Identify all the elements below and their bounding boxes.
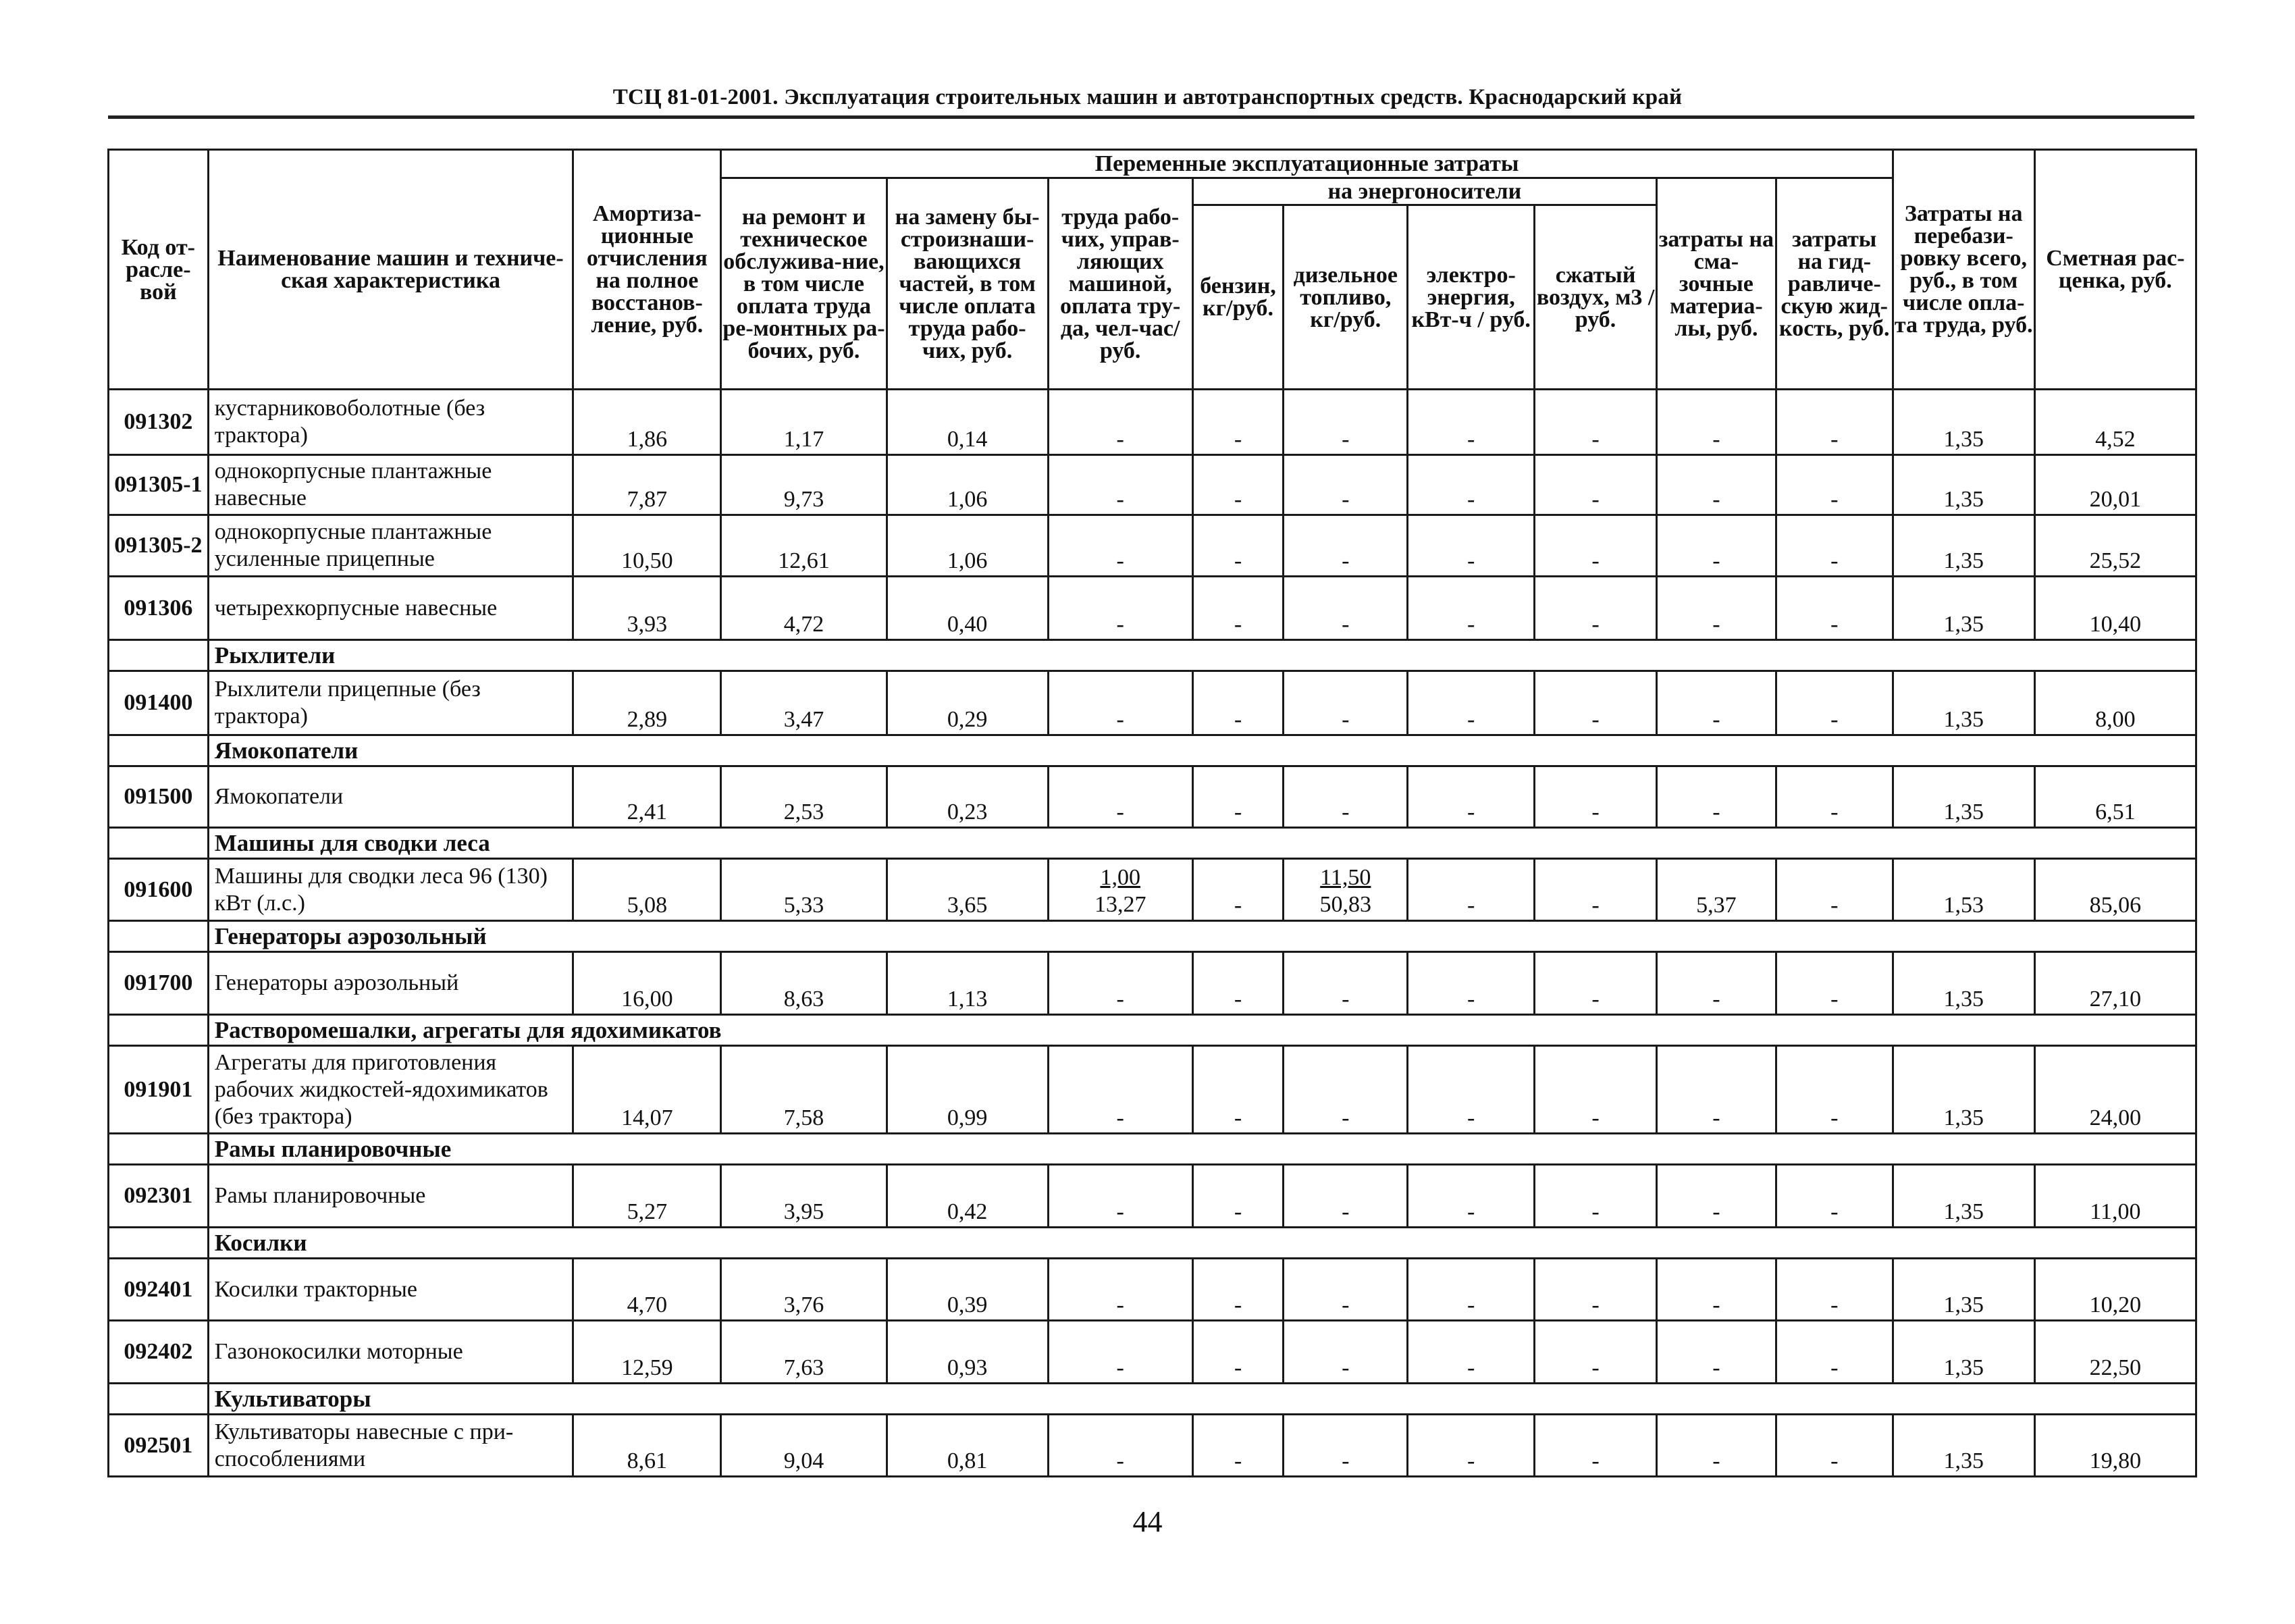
cell-parts: 0,29 xyxy=(887,671,1048,735)
cell-relocation: 1,35 xyxy=(1893,952,2034,1015)
cell-diesel: - xyxy=(1284,577,1408,640)
cell-lubricants: - xyxy=(1656,1321,1776,1384)
table-row xyxy=(109,455,2196,515)
col-variable-group: Переменные эксплуатационные затраты xyxy=(721,150,1893,178)
cell-hydraulic: - xyxy=(1776,515,1893,577)
section-fill xyxy=(573,1134,2196,1165)
cell-diesel xyxy=(1284,859,1408,921)
cell-electric: - xyxy=(1408,515,1535,577)
cell-labor: - xyxy=(1048,577,1192,640)
cell-amort: 4,70 xyxy=(573,1259,721,1321)
cell-gasoline: - xyxy=(1192,455,1284,515)
cell-rate: 19,80 xyxy=(2034,1415,2196,1477)
section-title: Ямокопатели xyxy=(208,735,573,766)
cell-parts: 1,06 xyxy=(887,455,1048,515)
cell-parts: 0,40 xyxy=(887,577,1048,640)
cell-amort: 2,89 xyxy=(573,671,721,735)
cell-lubricants: - xyxy=(1656,577,1776,640)
cell-parts: 0,14 xyxy=(887,390,1048,455)
cell-relocation: 1,35 xyxy=(1893,577,2034,640)
cell-gasoline: - xyxy=(1192,1165,1284,1228)
cell-repair: 3,76 xyxy=(721,1259,887,1321)
cell-labor-cost: 13,27 xyxy=(1094,892,1146,917)
table-row xyxy=(109,577,2196,640)
cell-electric: - xyxy=(1408,455,1535,515)
cell-parts: 0,39 xyxy=(887,1259,1048,1321)
cell-parts: 0,81 xyxy=(887,1415,1048,1477)
cell-labor: - xyxy=(1048,515,1192,577)
row-code: 091305-1 xyxy=(109,455,209,515)
cell-hydraulic: - xyxy=(1776,1415,1893,1477)
cell-electric: - xyxy=(1408,671,1535,735)
col-parts: на замену бы-строизнаши-вающихся частей, в том числе оплата труда рабо-чих, руб. xyxy=(887,178,1048,390)
cell-repair: 5,33 xyxy=(721,859,887,921)
cell-relocation: 1,35 xyxy=(1893,390,2034,455)
section-code-cell xyxy=(109,735,209,766)
cell-lubricants: - xyxy=(1656,952,1776,1015)
cell-relocation: 1,35 xyxy=(1893,1046,2034,1134)
cell-gasoline: - xyxy=(1192,766,1284,828)
cell-diesel: - xyxy=(1284,952,1408,1015)
section-row xyxy=(109,828,2196,859)
cell-air: - xyxy=(1535,455,1657,515)
cell-electric: - xyxy=(1408,577,1535,640)
page-number: 44 xyxy=(1132,1505,1163,1538)
section-row xyxy=(109,1384,2196,1415)
section-title: Культиваторы xyxy=(208,1384,573,1415)
section-row xyxy=(109,1015,2196,1046)
cell-repair: 2,53 xyxy=(721,766,887,828)
cell-amort: 1,86 xyxy=(573,390,721,455)
cell-labor: - xyxy=(1048,1259,1192,1321)
cell-diesel: - xyxy=(1284,455,1408,515)
cell-repair: 9,73 xyxy=(721,455,887,515)
cell-relocation: 1,35 xyxy=(1893,455,2034,515)
cell-labor: - xyxy=(1048,952,1192,1015)
cell-lubricants: - xyxy=(1656,1165,1776,1228)
section-fill xyxy=(573,640,2196,671)
row-code: 091901 xyxy=(109,1046,209,1134)
cell-diesel: - xyxy=(1284,1165,1408,1228)
row-code: 091500 xyxy=(109,766,209,828)
cell-relocation: 1,35 xyxy=(1893,1165,2034,1228)
cell-relocation: 1,35 xyxy=(1893,766,2034,828)
cell-air: - xyxy=(1535,671,1657,735)
section-code-cell xyxy=(109,640,209,671)
cell-labor xyxy=(1048,859,1192,921)
cell-hydraulic: - xyxy=(1776,671,1893,735)
cell-repair: 1,17 xyxy=(721,390,887,455)
cell-hydraulic: - xyxy=(1776,390,1893,455)
table-row xyxy=(109,766,2196,828)
cell-hydraulic: - xyxy=(1776,859,1893,921)
cell-relocation: 1,35 xyxy=(1893,1321,2034,1384)
table-row xyxy=(109,1046,2196,1134)
section-title: Генераторы аэрозольный xyxy=(208,921,573,952)
row-code: 091305-2 xyxy=(109,515,209,577)
row-code: 092301 xyxy=(109,1165,209,1228)
row-name: Рамы планировочные xyxy=(208,1165,573,1228)
cell-parts: 0,99 xyxy=(887,1046,1048,1134)
cell-rate: 10,40 xyxy=(2034,577,2196,640)
cell-amort: 10,50 xyxy=(573,515,721,577)
col-air: сжатый воздух, м3 / руб. xyxy=(1535,205,1657,390)
cell-rate: 27,10 xyxy=(2034,952,2196,1015)
table-row xyxy=(109,515,2196,577)
cell-gasoline: - xyxy=(1192,1046,1284,1134)
table-row xyxy=(109,952,2196,1015)
cell-repair: 3,47 xyxy=(721,671,887,735)
cell-air: - xyxy=(1535,1046,1657,1134)
cell-relocation: 1,35 xyxy=(1893,515,2034,577)
col-electric: электро-энергия, кВт-ч / руб. xyxy=(1408,205,1535,390)
section-title: Косилки xyxy=(208,1228,573,1259)
cell-lubricants: - xyxy=(1656,1415,1776,1477)
section-title: Рыхлители xyxy=(208,640,573,671)
cell-lubricants: - xyxy=(1656,671,1776,735)
cell-labor: - xyxy=(1048,1165,1192,1228)
cell-rate: 8,00 xyxy=(2034,671,2196,735)
col-repair: на ремонт и техническое обслужива-ние, в том числе оплата труда ре-монтных ра-бочих, руб. xyxy=(721,178,887,390)
cell-rate: 24,00 xyxy=(2034,1046,2196,1134)
col-relocation: Затраты на перебази-ровку всего, руб., в том числе опла-та труда, руб. xyxy=(1893,150,2034,390)
cell-hydraulic: - xyxy=(1776,1046,1893,1134)
cell-relocation: 1,53 xyxy=(1893,859,2034,921)
row-code: 091600 xyxy=(109,859,209,921)
section-fill xyxy=(573,735,2196,766)
cell-rate: 10,20 xyxy=(2034,1259,2196,1321)
row-name: однокорпусные плантажные усиленные прицепные xyxy=(208,515,573,577)
cell-rate: 6,51 xyxy=(2034,766,2196,828)
cell-parts: 0,93 xyxy=(887,1321,1048,1384)
section-fill xyxy=(573,1015,2196,1046)
cell-parts: 0,23 xyxy=(887,766,1048,828)
row-code: 091700 xyxy=(109,952,209,1015)
section-code-cell xyxy=(109,1015,209,1046)
cell-labor: - xyxy=(1048,455,1192,515)
cell-gasoline: - xyxy=(1192,390,1284,455)
cell-gasoline: - xyxy=(1192,515,1284,577)
section-row xyxy=(109,1134,2196,1165)
cell-labor: - xyxy=(1048,1415,1192,1477)
col-name: Наименование машин и техниче-ская характеристика xyxy=(208,150,573,390)
section-code-cell xyxy=(109,1228,209,1259)
cell-air: - xyxy=(1535,390,1657,455)
col-amort: Амортиза-ционные отчисления на полное восстанов-ление, руб. xyxy=(573,150,721,390)
row-name: четырехкорпусные навесные xyxy=(208,577,573,640)
cell-repair: 12,61 xyxy=(721,515,887,577)
cell-labor: - xyxy=(1048,671,1192,735)
rates-table xyxy=(107,149,2197,1477)
cell-repair: 8,63 xyxy=(721,952,887,1015)
cell-diesel-qty: 11,50 xyxy=(1320,865,1371,890)
table-row xyxy=(109,671,2196,735)
section-code-cell xyxy=(109,1384,209,1415)
cell-rate: 25,52 xyxy=(2034,515,2196,577)
row-name: Культиваторы навесные с при-способлениями xyxy=(208,1415,573,1477)
col-rate: Сметная рас-ценка, руб. xyxy=(2034,150,2196,390)
row-code: 091400 xyxy=(109,671,209,735)
cell-air: - xyxy=(1535,952,1657,1015)
cell-amort: 3,93 xyxy=(573,577,721,640)
cell-hydraulic: - xyxy=(1776,952,1893,1015)
cell-air: - xyxy=(1535,1259,1657,1321)
title-rule xyxy=(108,115,2194,119)
cell-diesel: - xyxy=(1284,671,1408,735)
cell-amort: 2,41 xyxy=(573,766,721,828)
table-body xyxy=(109,390,2196,1477)
cell-electric: - xyxy=(1408,1046,1535,1134)
cell-rate: 22,50 xyxy=(2034,1321,2196,1384)
row-code: 091306 xyxy=(109,577,209,640)
cell-electric: - xyxy=(1408,766,1535,828)
cell-labor-qty: 1,00 xyxy=(1100,865,1140,890)
cell-rate: 11,00 xyxy=(2034,1165,2196,1228)
col-labor: труда рабо-чих, управ-ляющих машиной, оплата тру-да, чел-час/руб. xyxy=(1048,178,1192,390)
cell-diesel: - xyxy=(1284,766,1408,828)
cell-amort: 8,61 xyxy=(573,1415,721,1477)
cell-air: - xyxy=(1535,859,1657,921)
cell-gasoline: - xyxy=(1192,952,1284,1015)
row-code: 092402 xyxy=(109,1321,209,1384)
cell-diesel: - xyxy=(1284,390,1408,455)
cell-air: - xyxy=(1535,515,1657,577)
row-name: однокорпусные плантажные навесные xyxy=(208,455,573,515)
cell-amort: 5,08 xyxy=(573,859,721,921)
cell-parts: 3,65 xyxy=(887,859,1048,921)
row-code: 091302 xyxy=(109,390,209,455)
cell-lubricants: - xyxy=(1656,390,1776,455)
cell-labor: - xyxy=(1048,390,1192,455)
cell-amort: 14,07 xyxy=(573,1046,721,1134)
cell-air: - xyxy=(1535,1321,1657,1384)
cell-hydraulic: - xyxy=(1776,1165,1893,1228)
cell-repair: 9,04 xyxy=(721,1415,887,1477)
cell-electric: - xyxy=(1408,1259,1535,1321)
cell-lubricants: - xyxy=(1656,1259,1776,1321)
cell-electric: - xyxy=(1408,1415,1535,1477)
cell-rate: 85,06 xyxy=(2034,859,2196,921)
table-row xyxy=(109,859,2196,921)
section-title: Рамы планировочные xyxy=(208,1134,573,1165)
cell-lubricants: - xyxy=(1656,1046,1776,1134)
row-name: Машины для сводки леса 96 (130) кВт (л.с.) xyxy=(208,859,573,921)
cell-amort: 16,00 xyxy=(573,952,721,1015)
cell-repair: 4,72 xyxy=(721,577,887,640)
cell-diesel: - xyxy=(1284,1259,1408,1321)
col-gasoline: бензин, кг/руб. xyxy=(1192,205,1284,390)
table-row xyxy=(109,1415,2196,1477)
section-row xyxy=(109,1228,2196,1259)
cell-repair: 3,95 xyxy=(721,1165,887,1228)
cell-lubricants: - xyxy=(1656,766,1776,828)
cell-rate: 4,52 xyxy=(2034,390,2196,455)
cell-labor: - xyxy=(1048,1046,1192,1134)
table-row xyxy=(109,1259,2196,1321)
cell-relocation: 1,35 xyxy=(1893,671,2034,735)
row-name: Рыхлители прицепные (без трактора) xyxy=(208,671,573,735)
cell-relocation: 1,35 xyxy=(1893,1415,2034,1477)
cell-diesel: - xyxy=(1284,1415,1408,1477)
cell-repair: 7,58 xyxy=(721,1046,887,1134)
cell-labor: - xyxy=(1048,1321,1192,1384)
col-code: Код от-расле-вой xyxy=(109,150,209,390)
cell-electric: - xyxy=(1408,390,1535,455)
section-fill xyxy=(573,828,2196,859)
cell-hydraulic: - xyxy=(1776,766,1893,828)
cell-repair: 7,63 xyxy=(721,1321,887,1384)
row-name: Агрегаты для приготовления рабочих жидкостей-ядохимикатов (без трактора) xyxy=(208,1046,573,1134)
row-code: 092401 xyxy=(109,1259,209,1321)
table-row xyxy=(109,1165,2196,1228)
cell-relocation: 1,35 xyxy=(1893,1259,2034,1321)
row-code: 092501 xyxy=(109,1415,209,1477)
table-row xyxy=(109,1321,2196,1384)
cell-diesel: - xyxy=(1284,1321,1408,1384)
row-name: Газонокосилки моторные xyxy=(208,1321,573,1384)
section-row xyxy=(109,735,2196,766)
section-code-cell xyxy=(109,1134,209,1165)
table-row xyxy=(109,390,2196,455)
section-row xyxy=(109,640,2196,671)
cell-electric: - xyxy=(1408,952,1535,1015)
cell-parts: 0,42 xyxy=(887,1165,1048,1228)
table-header xyxy=(109,150,2196,390)
section-fill xyxy=(573,1228,2196,1259)
cell-air: - xyxy=(1535,577,1657,640)
cell-amort: 7,87 xyxy=(573,455,721,515)
cell-electric: - xyxy=(1408,1165,1535,1228)
row-name: Ямокопатели xyxy=(208,766,573,828)
row-name: Косилки тракторные xyxy=(208,1259,573,1321)
cell-air: - xyxy=(1535,1165,1657,1228)
cell-gasoline: - xyxy=(1192,859,1284,921)
cell-hydraulic: - xyxy=(1776,455,1893,515)
cell-hydraulic: - xyxy=(1776,1259,1893,1321)
cell-gasoline: - xyxy=(1192,577,1284,640)
cell-lubricants: 5,37 xyxy=(1656,859,1776,921)
section-fill xyxy=(573,1384,2196,1415)
cell-gasoline: - xyxy=(1192,671,1284,735)
row-name: кустарниковоболотные (без трактора) xyxy=(208,390,573,455)
cell-amort: 12,59 xyxy=(573,1321,721,1384)
cell-diesel: - xyxy=(1284,1046,1408,1134)
section-fill xyxy=(573,921,2196,952)
col-diesel: дизельное топливо, кг/руб. xyxy=(1284,205,1408,390)
cell-lubricants: - xyxy=(1656,515,1776,577)
section-row xyxy=(109,921,2196,952)
cell-diesel-cost: 50,83 xyxy=(1319,892,1372,917)
cell-amort: 5,27 xyxy=(573,1165,721,1228)
cell-gasoline: - xyxy=(1192,1259,1284,1321)
row-name: Генераторы аэрозольный xyxy=(208,952,573,1015)
cell-hydraulic: - xyxy=(1776,577,1893,640)
cell-parts: 1,13 xyxy=(887,952,1048,1015)
cell-lubricants: - xyxy=(1656,455,1776,515)
cell-gasoline: - xyxy=(1192,1321,1284,1384)
cell-air: - xyxy=(1535,766,1657,828)
cell-gasoline: - xyxy=(1192,1415,1284,1477)
section-title: Растворомешалки, агрегаты для ядохимикатов xyxy=(208,1015,573,1046)
cell-rate: 20,01 xyxy=(2034,455,2196,515)
cell-diesel: - xyxy=(1284,515,1408,577)
cell-hydraulic: - xyxy=(1776,1321,1893,1384)
col-energy-group: на энергоносители xyxy=(1192,178,1656,205)
cell-labor: - xyxy=(1048,766,1192,828)
cell-electric: - xyxy=(1408,859,1535,921)
page-title: ТСЦ 81-01-2001. Эксплуатация строительных машин и автотранспортных средств. Краснодарский край xyxy=(612,85,1683,109)
col-hydraulic: затраты на гид-равличе-скую жид-кость, руб. xyxy=(1776,178,1893,390)
cell-air: - xyxy=(1535,1415,1657,1477)
section-title: Машины для сводки леса xyxy=(208,828,573,859)
col-lubricants: затраты на сма-зочные материа-лы, руб. xyxy=(1656,178,1776,390)
section-code-cell xyxy=(109,921,209,952)
cell-electric: - xyxy=(1408,1321,1535,1384)
section-code-cell xyxy=(109,828,209,859)
cell-parts: 1,06 xyxy=(887,515,1048,577)
